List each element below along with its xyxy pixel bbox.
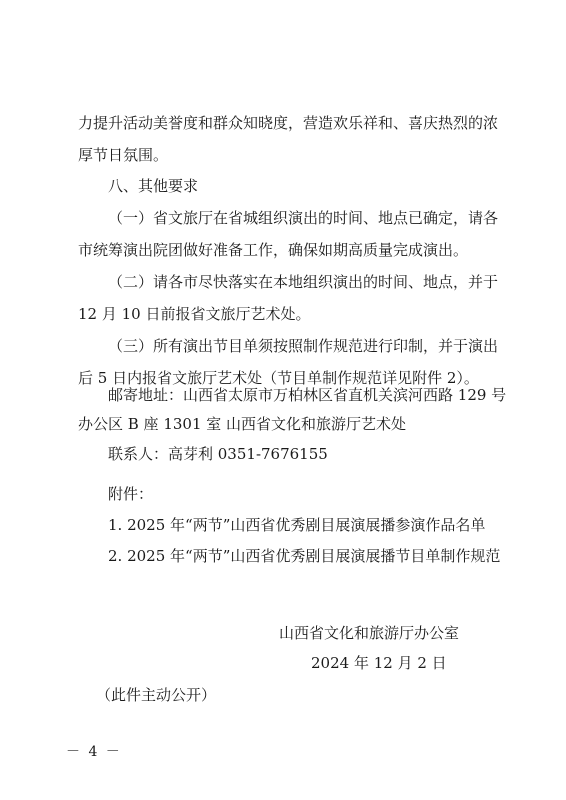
section-heading: 八、其他要求 [108,177,199,195]
disclosure-note: （此件主动公开） [96,686,217,704]
issuing-organization: 山西省文化和旅游厅办公室 [279,624,460,642]
attachments-label: 附件： [108,485,154,503]
contact-person: 联系人：高芽利 0351-7676155 [108,445,328,463]
issue-date: 2024 年 12 月 2 日 [311,654,447,672]
attachment-item-2: 2. 2025 年“两节”山西省优秀剧目展演展播节目单制作规范 [108,547,501,565]
requirement-3-line-2: 后 5 日内报省文旅厅艺术处（节目单制作规范详见附件 2）。 [78,369,479,387]
mailing-address-line-1: 邮寄地址：山西省太原市万柏林区省直机关滨河西路 129 号 [108,386,507,404]
mailing-address-line-2: 办公区 B 座 1301 室 山西省文化和旅游厅艺术处 [78,415,407,433]
page-number: － 4 － [66,744,122,760]
requirement-1-line-2: 市统筹演出院团做好准备工作，确保如期高质量完成演出。 [78,241,469,259]
requirement-1-line-1: （一）省文旅厅在省城组织演出的时间、地点已确定，请各 [108,209,499,227]
requirement-2-line-2: 12 月 10 日前报省文旅厅艺术处。 [78,305,311,323]
attachment-item-1: 1. 2025 年“两节”山西省优秀剧目展演展播参演作品名单 [108,516,486,534]
requirement-3-line-1: （三）所有演出节目单须按照制作规范进行印制，并于演出 [108,337,499,355]
body-text-line-2: 厚节日氛围。 [78,146,169,164]
requirement-2-line-1: （二）请各市尽快落实在本地组织演出的时间、地点，并于 [108,273,499,291]
body-text-line-1: 力提升活动美誉度和群众知晓度，营造欢乐祥和、喜庆热烈的浓 [78,114,499,132]
